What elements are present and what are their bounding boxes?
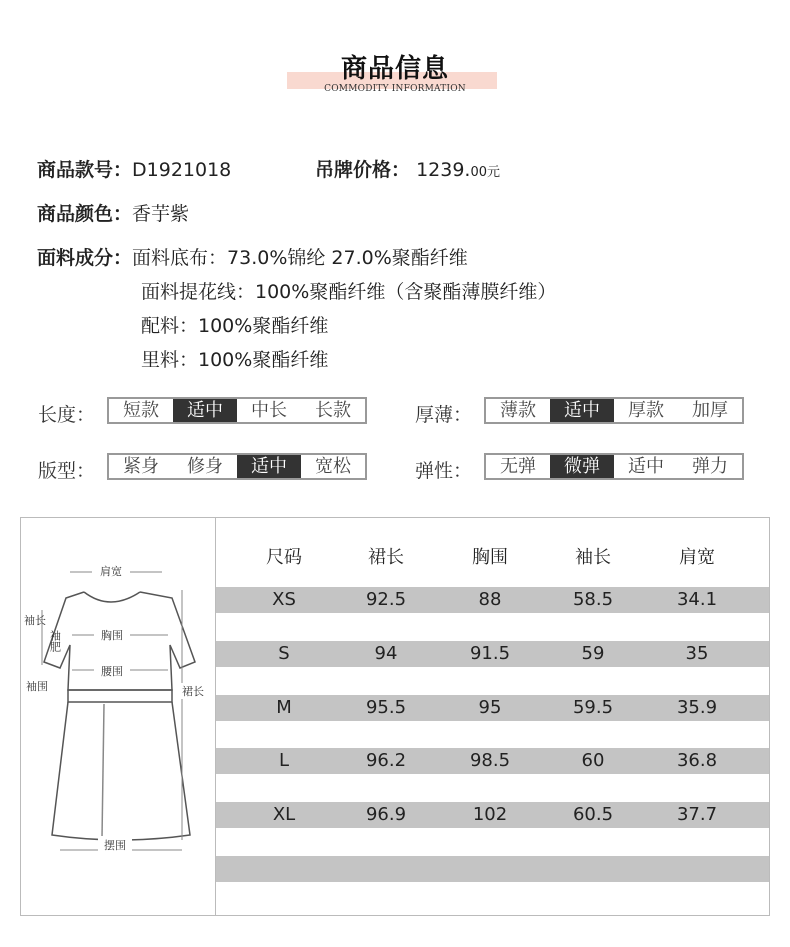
table-row-empty [216,856,769,882]
table-cell: M [276,697,292,718]
hem-label: 摆围 [104,839,126,852]
fabric-line: 配料：100%聚酯纤维 [141,315,329,337]
option-item: 宽松 [315,456,351,477]
col-header-shoulder: 肩宽 [679,547,715,568]
skirt-length-label: 裙长 [182,685,204,698]
option-item: 弹力 [692,456,728,477]
col-header-sleeve: 袖长 [575,547,611,568]
shoulder-label: 肩宽 [100,565,122,578]
price-value: 1239. [416,159,471,181]
price-cents: 00元 [470,165,501,180]
attr-length-options [107,397,367,424]
option-item: 适中 [628,456,664,477]
col-header-chest: 胸围 [472,547,508,568]
option-item: 无弹 [500,456,536,477]
option-item: 中长 [251,400,287,421]
table-cell: 59 [581,643,605,664]
fabric-line: 里料：100%聚酯纤维 [141,349,329,371]
attr-thickness-label: 厚薄： [415,404,473,426]
table-cell: 92.5 [365,589,407,610]
neckline [84,592,140,602]
table-cell: L [278,750,290,771]
sleeve-width-label: 袖肥 [48,630,62,652]
page-subtitle: COMMODITY INFORMATION [324,84,466,94]
table-cell: 34.1 [676,589,718,610]
attr-fit-options [107,453,367,480]
table-cell: 102 [472,804,508,825]
fabric-row [37,243,468,270]
price-label: 吊牌价格： [315,159,411,181]
model-label: 商品款号： [37,159,133,181]
fabric-line: 面料底布：73.0%锦纶 27.0%聚酯纤维 [132,247,468,269]
table-row [216,748,769,774]
cuff-label: 袖围 [26,680,48,693]
waist-label: 腰围 [101,665,123,678]
model-value: D1921018 [132,159,232,181]
skirt-seam [102,704,104,838]
col-header-size: 尺码 [266,547,302,568]
table-row [216,695,769,721]
attr-elasticity-options [484,453,744,480]
table-cell: 94 [374,643,398,664]
option-item: 适中 [173,399,237,422]
table-cell: 91.5 [469,643,511,664]
table-cell: 35.9 [676,697,718,718]
table-cell: 59.5 [572,697,614,718]
table-cell: 60.5 [572,804,614,825]
table-row [216,802,769,828]
table-cell: 36.8 [676,750,718,771]
table-cell: 95 [478,697,502,718]
option-item: 微弹 [550,455,614,478]
page-title: 商品信息 [340,54,449,84]
table-cell: 60 [581,750,605,771]
skirt-outline [52,702,190,840]
table-row [216,587,769,613]
option-item: 厚款 [628,400,664,421]
col-header-skirt-length: 裙长 [368,547,404,568]
sleeve-length-label: 袖长 [24,614,46,627]
fabric-label: 面料成分： [37,247,133,269]
table-cell: 98.5 [469,750,511,771]
table-cell: S [278,643,290,664]
color-label: 商品颜色： [37,203,133,225]
option-item: 修身 [187,456,223,477]
attr-thickness-options [484,397,744,424]
color-row [37,199,189,226]
size-table-header [216,540,769,570]
table-row [216,641,769,667]
table-cell: XS [272,589,296,610]
attr-length-label: 长度： [38,404,96,426]
option-item: 短款 [123,400,159,421]
option-item: 适中 [550,399,614,422]
section-header [0,0,790,110]
option-item: 加厚 [692,400,728,421]
table-cell: 96.2 [365,750,407,771]
attr-elasticity-label: 弹性： [415,460,473,482]
option-item: 薄款 [500,400,536,421]
option-item: 长款 [315,400,351,421]
table-cell: 95.5 [365,697,407,718]
price-row [315,155,500,182]
table-cell: 37.7 [676,804,718,825]
table-cell: 35 [685,643,709,664]
table-cell: XL [272,804,296,825]
attr-fit-label: 版型： [38,460,96,482]
chest-label: 胸围 [101,629,123,642]
dress-diagram [22,550,212,860]
waist-band [68,690,172,702]
table-cell: 58.5 [572,589,614,610]
option-item: 紧身 [123,456,159,477]
table-cell: 96.9 [365,804,407,825]
color-value: 香芋紫 [132,203,190,225]
model-row [37,155,231,182]
table-cell: 88 [478,589,502,610]
fabric-line: 面料提花线：100%聚酯纤维（含聚酯薄膜纤维） [141,281,557,303]
option-item: 适中 [237,455,301,478]
